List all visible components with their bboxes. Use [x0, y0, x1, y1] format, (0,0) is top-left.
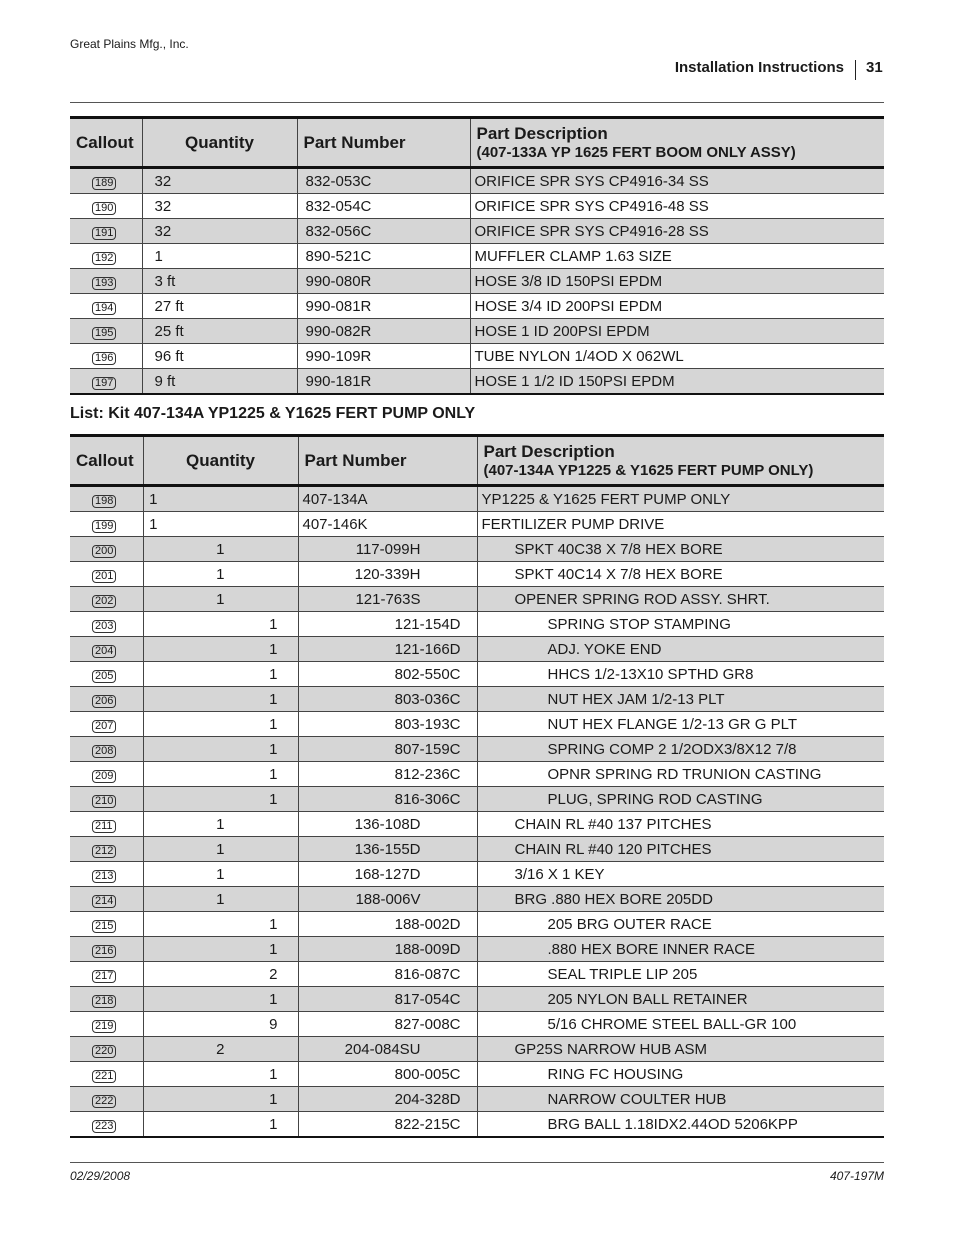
part-number-cell: 407-134A — [298, 486, 477, 512]
quantity-cell: 9 — [143, 1012, 298, 1037]
part-description-cell: ORIFICE SPR SYS CP4916-48 SS — [470, 194, 884, 219]
callout-cell — [70, 194, 142, 219]
table-row — [70, 662, 884, 687]
header-divider — [855, 60, 856, 80]
callout-cell — [70, 1012, 143, 1037]
part-number-cell: 117-099H — [298, 537, 477, 562]
quantity-cell: 1 — [143, 612, 298, 637]
callout-cell — [70, 887, 143, 912]
table-row — [70, 837, 884, 862]
callout-cell — [70, 344, 142, 369]
footer-rule — [70, 1162, 884, 1163]
part-number-cell: 168-127D — [298, 862, 477, 887]
table-row — [70, 562, 884, 587]
quantity-cell: 1 — [143, 712, 298, 737]
fert-pump-parts-table — [70, 434, 884, 1138]
callout-number: 200 — [92, 545, 116, 558]
part-description-cell: BRG BALL 1.18IDX2.44OD 5206KPP — [477, 1112, 884, 1138]
callout-cell — [70, 219, 142, 244]
table-header-row — [70, 436, 884, 486]
part-description-cell: HHCS 1/2-13X10 SPTHD GR8 — [477, 662, 884, 687]
quantity-cell: 1 — [143, 787, 298, 812]
quantity-cell: 1 — [143, 512, 298, 537]
callout-cell — [70, 269, 142, 294]
callout-number: 206 — [92, 695, 116, 708]
callout-number: 208 — [92, 745, 116, 758]
part-description-cell: ADJ. YOKE END — [477, 637, 884, 662]
callout-cell — [70, 687, 143, 712]
table-row — [70, 512, 884, 537]
table-row — [70, 812, 884, 837]
callout-number: 221 — [92, 1070, 116, 1083]
callout-number: 203 — [92, 620, 116, 633]
quantity-cell: 1 — [142, 244, 297, 269]
callout-number: 223 — [92, 1120, 116, 1133]
part-description-cell: OPENER SPRING ROD ASSY. SHRT. — [477, 587, 884, 612]
part-description-cell: HOSE 1 ID 200PSI EPDM — [470, 319, 884, 344]
table-row — [70, 937, 884, 962]
quantity-cell: 1 — [143, 737, 298, 762]
part-description-cell: OPNR SPRING RD TRUNION CASTING — [477, 762, 884, 787]
page-number: 31 — [866, 59, 883, 76]
callout-number: 191 — [92, 227, 116, 240]
part-number-cell: 816-087C — [298, 962, 477, 987]
table-row — [70, 687, 884, 712]
header-rule — [70, 102, 884, 103]
callout-cell — [70, 512, 143, 537]
quantity-cell: 1 — [143, 637, 298, 662]
table-row — [70, 737, 884, 762]
part-description-cell: SPRING COMP 2 1/2ODX3/8X12 7/8 — [477, 737, 884, 762]
quantity-cell: 32 — [142, 194, 297, 219]
callout-cell — [70, 837, 143, 862]
part-description-cell: NUT HEX JAM 1/2-13 PLT — [477, 687, 884, 712]
quantity-cell: 1 — [143, 1087, 298, 1112]
part-description-cell: CHAIN RL #40 137 PITCHES — [477, 812, 884, 837]
part-number-cell: 136-108D — [298, 812, 477, 837]
part-description-cell: HOSE 3/4 ID 200PSI EPDM — [470, 294, 884, 319]
table-row — [70, 486, 884, 512]
quantity-cell: 1 — [143, 537, 298, 562]
part-number-header: Part Number — [297, 118, 470, 168]
table-row — [70, 219, 884, 244]
part-description-cell: SPRING STOP STAMPING — [477, 612, 884, 637]
callout-number: 192 — [92, 252, 116, 265]
table-row — [70, 887, 884, 912]
part-number-cell: 802-550C — [298, 662, 477, 687]
quantity-cell: 1 — [143, 887, 298, 912]
part-number-cell: 990-082R — [297, 319, 470, 344]
footer-date: 02/29/2008 — [70, 1169, 131, 1183]
callout-number: 193 — [92, 277, 116, 290]
part-description-cell: SPKT 40C38 X 7/8 HEX BORE — [477, 537, 884, 562]
part-description-cell: ORIFICE SPR SYS CP4916-28 SS — [470, 219, 884, 244]
quantity-cell: 96 ft — [142, 344, 297, 369]
quantity-cell: 1 — [143, 987, 298, 1012]
quantity-cell: 1 — [143, 837, 298, 862]
callout-cell — [70, 369, 142, 395]
callout-cell — [70, 637, 143, 662]
callout-cell — [70, 862, 143, 887]
quantity-cell: 1 — [143, 1062, 298, 1087]
table-row — [70, 787, 884, 812]
table-row — [70, 862, 884, 887]
company-name: Great Plains Mfg., Inc. — [70, 37, 189, 51]
part-number-cell: 121-154D — [298, 612, 477, 637]
callout-number: 209 — [92, 770, 116, 783]
part-number-cell: 812-236C — [298, 762, 477, 787]
table-row — [70, 194, 884, 219]
part-number-cell: 822-215C — [298, 1112, 477, 1138]
callout-cell — [70, 662, 143, 687]
callout-number: 204 — [92, 645, 116, 658]
callout-number: 189 — [92, 177, 116, 190]
table-row — [70, 637, 884, 662]
part-number-cell: 121-166D — [298, 637, 477, 662]
part-description-cell: NARROW COULTER HUB — [477, 1087, 884, 1112]
table-row — [70, 987, 884, 1012]
quantity-cell: 1 — [143, 486, 298, 512]
quantity-cell: 1 — [143, 562, 298, 587]
part-description-cell: FERTILIZER PUMP DRIVE — [477, 512, 884, 537]
callout-cell — [70, 537, 143, 562]
part-number-cell: 990-080R — [297, 269, 470, 294]
table-row — [70, 1037, 884, 1062]
callout-header: Callout — [70, 118, 142, 168]
part-description-cell: PLUG, SPRING ROD CASTING — [477, 787, 884, 812]
quantity-cell: 1 — [143, 587, 298, 612]
quantity-cell: 1 — [143, 662, 298, 687]
part-number-cell: 832-054C — [297, 194, 470, 219]
part-description-cell: RING FC HOUSING — [477, 1062, 884, 1087]
callout-cell — [70, 612, 143, 637]
table-row — [70, 244, 884, 269]
callout-cell — [70, 762, 143, 787]
callout-cell — [70, 562, 143, 587]
callout-number: 202 — [92, 595, 116, 608]
callout-number: 194 — [92, 302, 116, 315]
part-number-cell: 807-159C — [298, 737, 477, 762]
kit-list-title: List: Kit 407-134A YP1225 & Y1625 FERT PUMP ONLY — [70, 405, 476, 422]
callout-cell — [70, 244, 142, 269]
callout-number: 211 — [92, 820, 116, 833]
callout-number: 199 — [92, 520, 116, 533]
callout-cell — [70, 1062, 143, 1087]
part-number-header: Part Number — [298, 436, 477, 486]
callout-cell — [70, 1037, 143, 1062]
part-number-cell: 204-328D — [298, 1087, 477, 1112]
part-description-subtitle: (407-133A YP 1625 FERT BOOM ONLY ASSY) — [476, 144, 796, 161]
callout-cell — [70, 486, 143, 512]
callout-number: 201 — [92, 570, 116, 583]
part-description-cell: NUT HEX FLANGE 1/2-13 GR G PLT — [477, 712, 884, 737]
quantity-cell: 1 — [143, 687, 298, 712]
part-number-cell: 990-081R — [297, 294, 470, 319]
callout-number: 222 — [92, 1095, 116, 1108]
table-row — [70, 912, 884, 937]
callout-cell — [70, 912, 143, 937]
callout-cell — [70, 812, 143, 837]
table-row — [70, 269, 884, 294]
part-number-cell: 817-054C — [298, 987, 477, 1012]
table-row — [70, 1012, 884, 1037]
callout-cell — [70, 962, 143, 987]
callout-number: 195 — [92, 327, 116, 340]
table-row — [70, 537, 884, 562]
part-number-cell: 816-306C — [298, 787, 477, 812]
callout-number: 190 — [92, 202, 116, 215]
callout-number: 220 — [92, 1045, 116, 1058]
table-row — [70, 369, 884, 395]
table-row — [70, 319, 884, 344]
part-number-cell: 121-763S — [298, 587, 477, 612]
table-row — [70, 294, 884, 319]
quantity-cell: 2 — [143, 1037, 298, 1062]
table-row — [70, 962, 884, 987]
fert-boom-parts-table — [70, 116, 884, 395]
callout-number: 205 — [92, 670, 116, 683]
table-row — [70, 168, 884, 194]
quantity-cell: 1 — [143, 762, 298, 787]
part-description-cell: HOSE 1 1/2 ID 150PSI EPDM — [470, 369, 884, 395]
part-description-cell: 5/16 CHROME STEEL BALL-GR 100 — [477, 1012, 884, 1037]
callout-number: 215 — [92, 920, 116, 933]
part-description-cell: ORIFICE SPR SYS CP4916-34 SS — [470, 168, 884, 194]
part-number-cell: 890-521C — [297, 244, 470, 269]
part-number-cell: 188-009D — [298, 937, 477, 962]
callout-number: 207 — [92, 720, 116, 733]
quantity-cell: 1 — [143, 1112, 298, 1138]
part-description-cell: YP1225 & Y1625 FERT PUMP ONLY — [477, 486, 884, 512]
part-number-cell: 120-339H — [298, 562, 477, 587]
callout-cell — [70, 168, 142, 194]
callout-cell — [70, 787, 143, 812]
part-description-header — [477, 436, 884, 486]
table-row — [70, 1112, 884, 1138]
callout-cell — [70, 737, 143, 762]
part-number-cell: 832-056C — [297, 219, 470, 244]
quantity-cell: 25 ft — [142, 319, 297, 344]
part-number-cell: 800-005C — [298, 1062, 477, 1087]
part-description-cell: SEAL TRIPLE LIP 205 — [477, 962, 884, 987]
part-description-cell: .880 HEX BORE INNER RACE — [477, 937, 884, 962]
footer-doc-number: 407-197M — [829, 1169, 884, 1183]
table-row — [70, 612, 884, 637]
callout-number: 213 — [92, 870, 116, 883]
part-description-subtitle: (407-134A YP1225 & Y1625 FERT PUMP ONLY) — [483, 462, 814, 479]
part-description-cell: SPKT 40C14 X 7/8 HEX BORE — [477, 562, 884, 587]
part-description-cell: BRG .880 HEX BORE 205DD — [477, 887, 884, 912]
quantity-cell: 32 — [142, 219, 297, 244]
part-description-title: Part Description — [476, 124, 608, 143]
callout-cell — [70, 294, 142, 319]
part-number-cell: 407-146K — [298, 512, 477, 537]
part-description-cell: 205 NYLON BALL RETAINER — [477, 987, 884, 1012]
quantity-cell: 32 — [142, 168, 297, 194]
part-description-cell: CHAIN RL #40 120 PITCHES — [477, 837, 884, 862]
section-title: Installation Instructions — [674, 59, 844, 76]
callout-number: 219 — [92, 1020, 116, 1033]
callout-cell — [70, 1087, 143, 1112]
callout-number: 198 — [92, 495, 116, 508]
part-number-cell: 990-109R — [297, 344, 470, 369]
part-number-cell: 827-008C — [298, 1012, 477, 1037]
quantity-cell: 1 — [143, 937, 298, 962]
part-description-header — [470, 118, 884, 168]
callout-number: 212 — [92, 845, 116, 858]
quantity-cell: 1 — [143, 912, 298, 937]
quantity-header: Quantity — [142, 118, 297, 168]
callout-number: 218 — [92, 995, 116, 1008]
table-row — [70, 762, 884, 787]
part-description-cell: 205 BRG OUTER RACE — [477, 912, 884, 937]
quantity-cell: 1 — [143, 862, 298, 887]
table-header-row — [70, 118, 884, 168]
table-row — [70, 1062, 884, 1087]
quantity-cell: 9 ft — [142, 369, 297, 395]
part-number-cell: 188-002D — [298, 912, 477, 937]
quantity-cell: 2 — [143, 962, 298, 987]
callout-cell — [70, 319, 142, 344]
table-row — [70, 712, 884, 737]
callout-number: 217 — [92, 970, 116, 983]
table-row — [70, 1087, 884, 1112]
part-description-cell: GP25S NARROW HUB ASM — [477, 1037, 884, 1062]
part-number-cell: 136-155D — [298, 837, 477, 862]
callout-number: 197 — [92, 377, 116, 390]
part-number-cell: 803-036C — [298, 687, 477, 712]
callout-cell — [70, 1112, 143, 1138]
part-description-cell: TUBE NYLON 1/4OD X 062WL — [470, 344, 884, 369]
part-description-cell: MUFFLER CLAMP 1.63 SIZE — [470, 244, 884, 269]
callout-cell — [70, 987, 143, 1012]
table-row — [70, 344, 884, 369]
part-number-cell: 990-181R — [297, 369, 470, 395]
part-description-cell: HOSE 3/8 ID 150PSI EPDM — [470, 269, 884, 294]
callout-cell — [70, 937, 143, 962]
quantity-cell: 3 ft — [142, 269, 297, 294]
part-number-cell: 832-053C — [297, 168, 470, 194]
table-row — [70, 587, 884, 612]
callout-number: 210 — [92, 795, 116, 808]
quantity-cell: 1 — [143, 812, 298, 837]
quantity-header: Quantity — [143, 436, 298, 486]
part-number-cell: 803-193C — [298, 712, 477, 737]
callout-header: Callout — [70, 436, 143, 486]
callout-cell — [70, 587, 143, 612]
callout-number: 196 — [92, 352, 116, 365]
part-number-cell: 188-006V — [298, 887, 477, 912]
callout-number: 214 — [92, 895, 116, 908]
callout-number: 216 — [92, 945, 116, 958]
quantity-cell: 27 ft — [142, 294, 297, 319]
part-description-cell: 3/16 X 1 KEY — [477, 862, 884, 887]
part-number-cell: 204-084SU — [298, 1037, 477, 1062]
part-description-title: Part Description — [483, 442, 615, 461]
callout-cell — [70, 712, 143, 737]
